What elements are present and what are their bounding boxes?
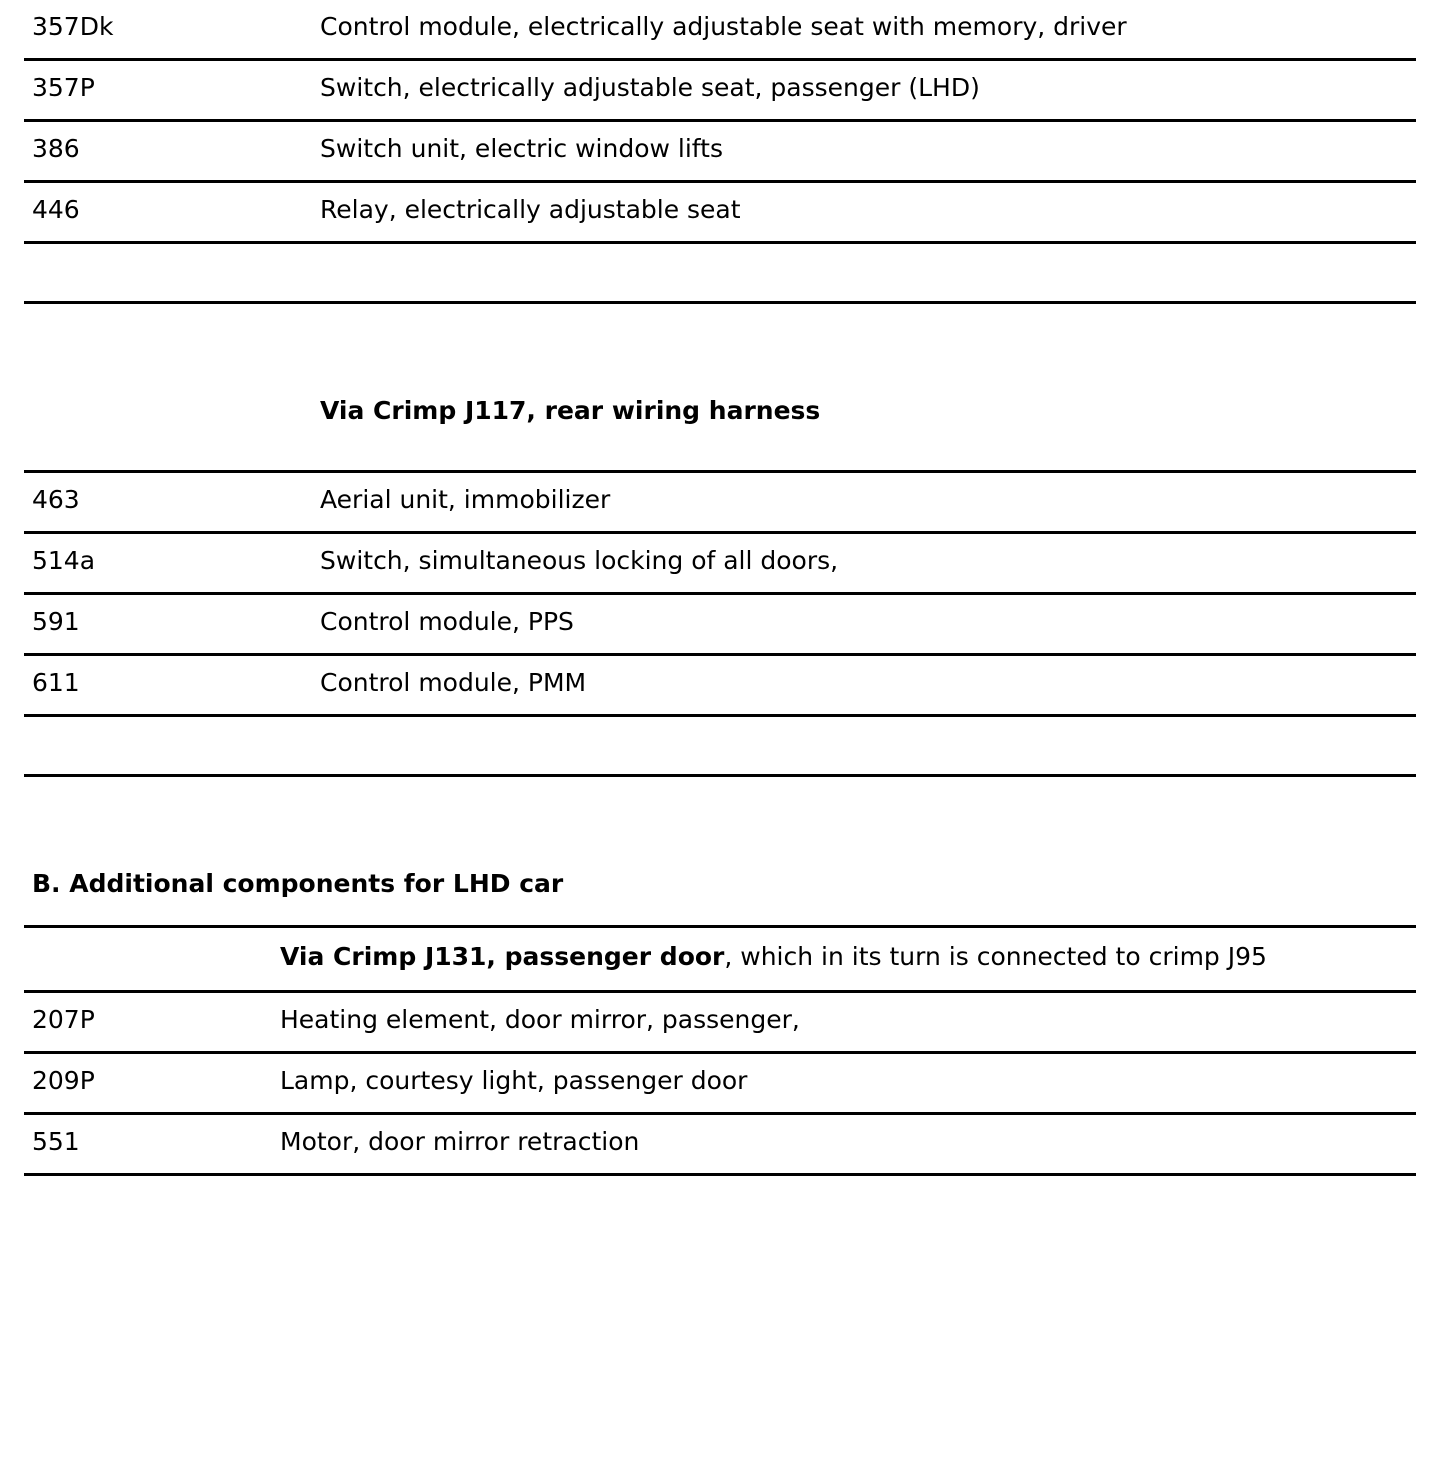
- component-description: Control module, PPS: [320, 607, 574, 636]
- table-row: [24, 1054, 1416, 1115]
- table-row: [24, 1115, 1416, 1176]
- table-row: [24, 595, 1416, 656]
- component-description: Switch, electrically adjustable seat, passenger (LHD): [320, 73, 980, 102]
- component-description: Aerial unit, immobilizer: [320, 485, 611, 514]
- crimp-j131-heading-bold: Via Crimp J131, passenger door: [280, 942, 725, 971]
- component-code: 357Dk: [32, 12, 114, 41]
- component-description: Control module, PMM: [320, 668, 587, 697]
- section-b: [24, 869, 1416, 1176]
- spacer: [24, 899, 1416, 925]
- component-table-top: [24, 0, 1416, 304]
- component-code: 611: [32, 668, 80, 697]
- component-description: Switch unit, electric window lifts: [320, 134, 723, 163]
- component-description: Switch, simultaneous locking of all doors,: [320, 546, 839, 575]
- crimp-j131-heading-row: [24, 925, 1416, 993]
- component-code: 357P: [32, 73, 95, 102]
- component-description: Control module, electrically adjustable seat with memory, driver: [320, 12, 1127, 41]
- component-code: 463: [32, 485, 80, 514]
- component-code: 591: [32, 607, 80, 636]
- spacer: [24, 426, 1416, 470]
- component-code: 446: [32, 195, 80, 224]
- component-description: Motor, door mirror retraction: [280, 1127, 640, 1156]
- crimp-j117-heading: Via Crimp J117, rear wiring harness: [320, 396, 821, 425]
- component-code: 386: [32, 134, 80, 163]
- component-description: Lamp, courtesy light, passenger door: [280, 1066, 748, 1095]
- crimp-j117-table: [24, 470, 1416, 777]
- component-description: Relay, electrically adjustable seat: [320, 195, 741, 224]
- table-row: [24, 473, 1416, 534]
- spacer: [0, 777, 1440, 869]
- component-code: 209P: [32, 1066, 95, 1095]
- table-row: [24, 0, 1416, 61]
- component-code: 551: [32, 1127, 80, 1156]
- component-code: 514a: [32, 546, 96, 575]
- crimp-j131-heading-rest: , which in its turn is connected to crimp J95: [724, 942, 1267, 971]
- table-row: [24, 61, 1416, 122]
- section-b-title: B. Additional components for LHD car: [32, 869, 564, 898]
- table-row: [24, 183, 1416, 244]
- crimp-j131-heading: [280, 928, 1416, 990]
- table-row: [24, 993, 1416, 1054]
- table-bottom-rule: [24, 244, 1416, 304]
- component-code: 207P: [32, 1005, 95, 1034]
- spacer: [0, 304, 1440, 396]
- crimp-j117-group: [24, 396, 1416, 777]
- table-row: [24, 656, 1416, 717]
- table-row: [24, 122, 1416, 183]
- table-row: [24, 534, 1416, 595]
- table-bottom-rule: [24, 717, 1416, 777]
- component-description: Heating element, door mirror, passenger,: [280, 1005, 800, 1034]
